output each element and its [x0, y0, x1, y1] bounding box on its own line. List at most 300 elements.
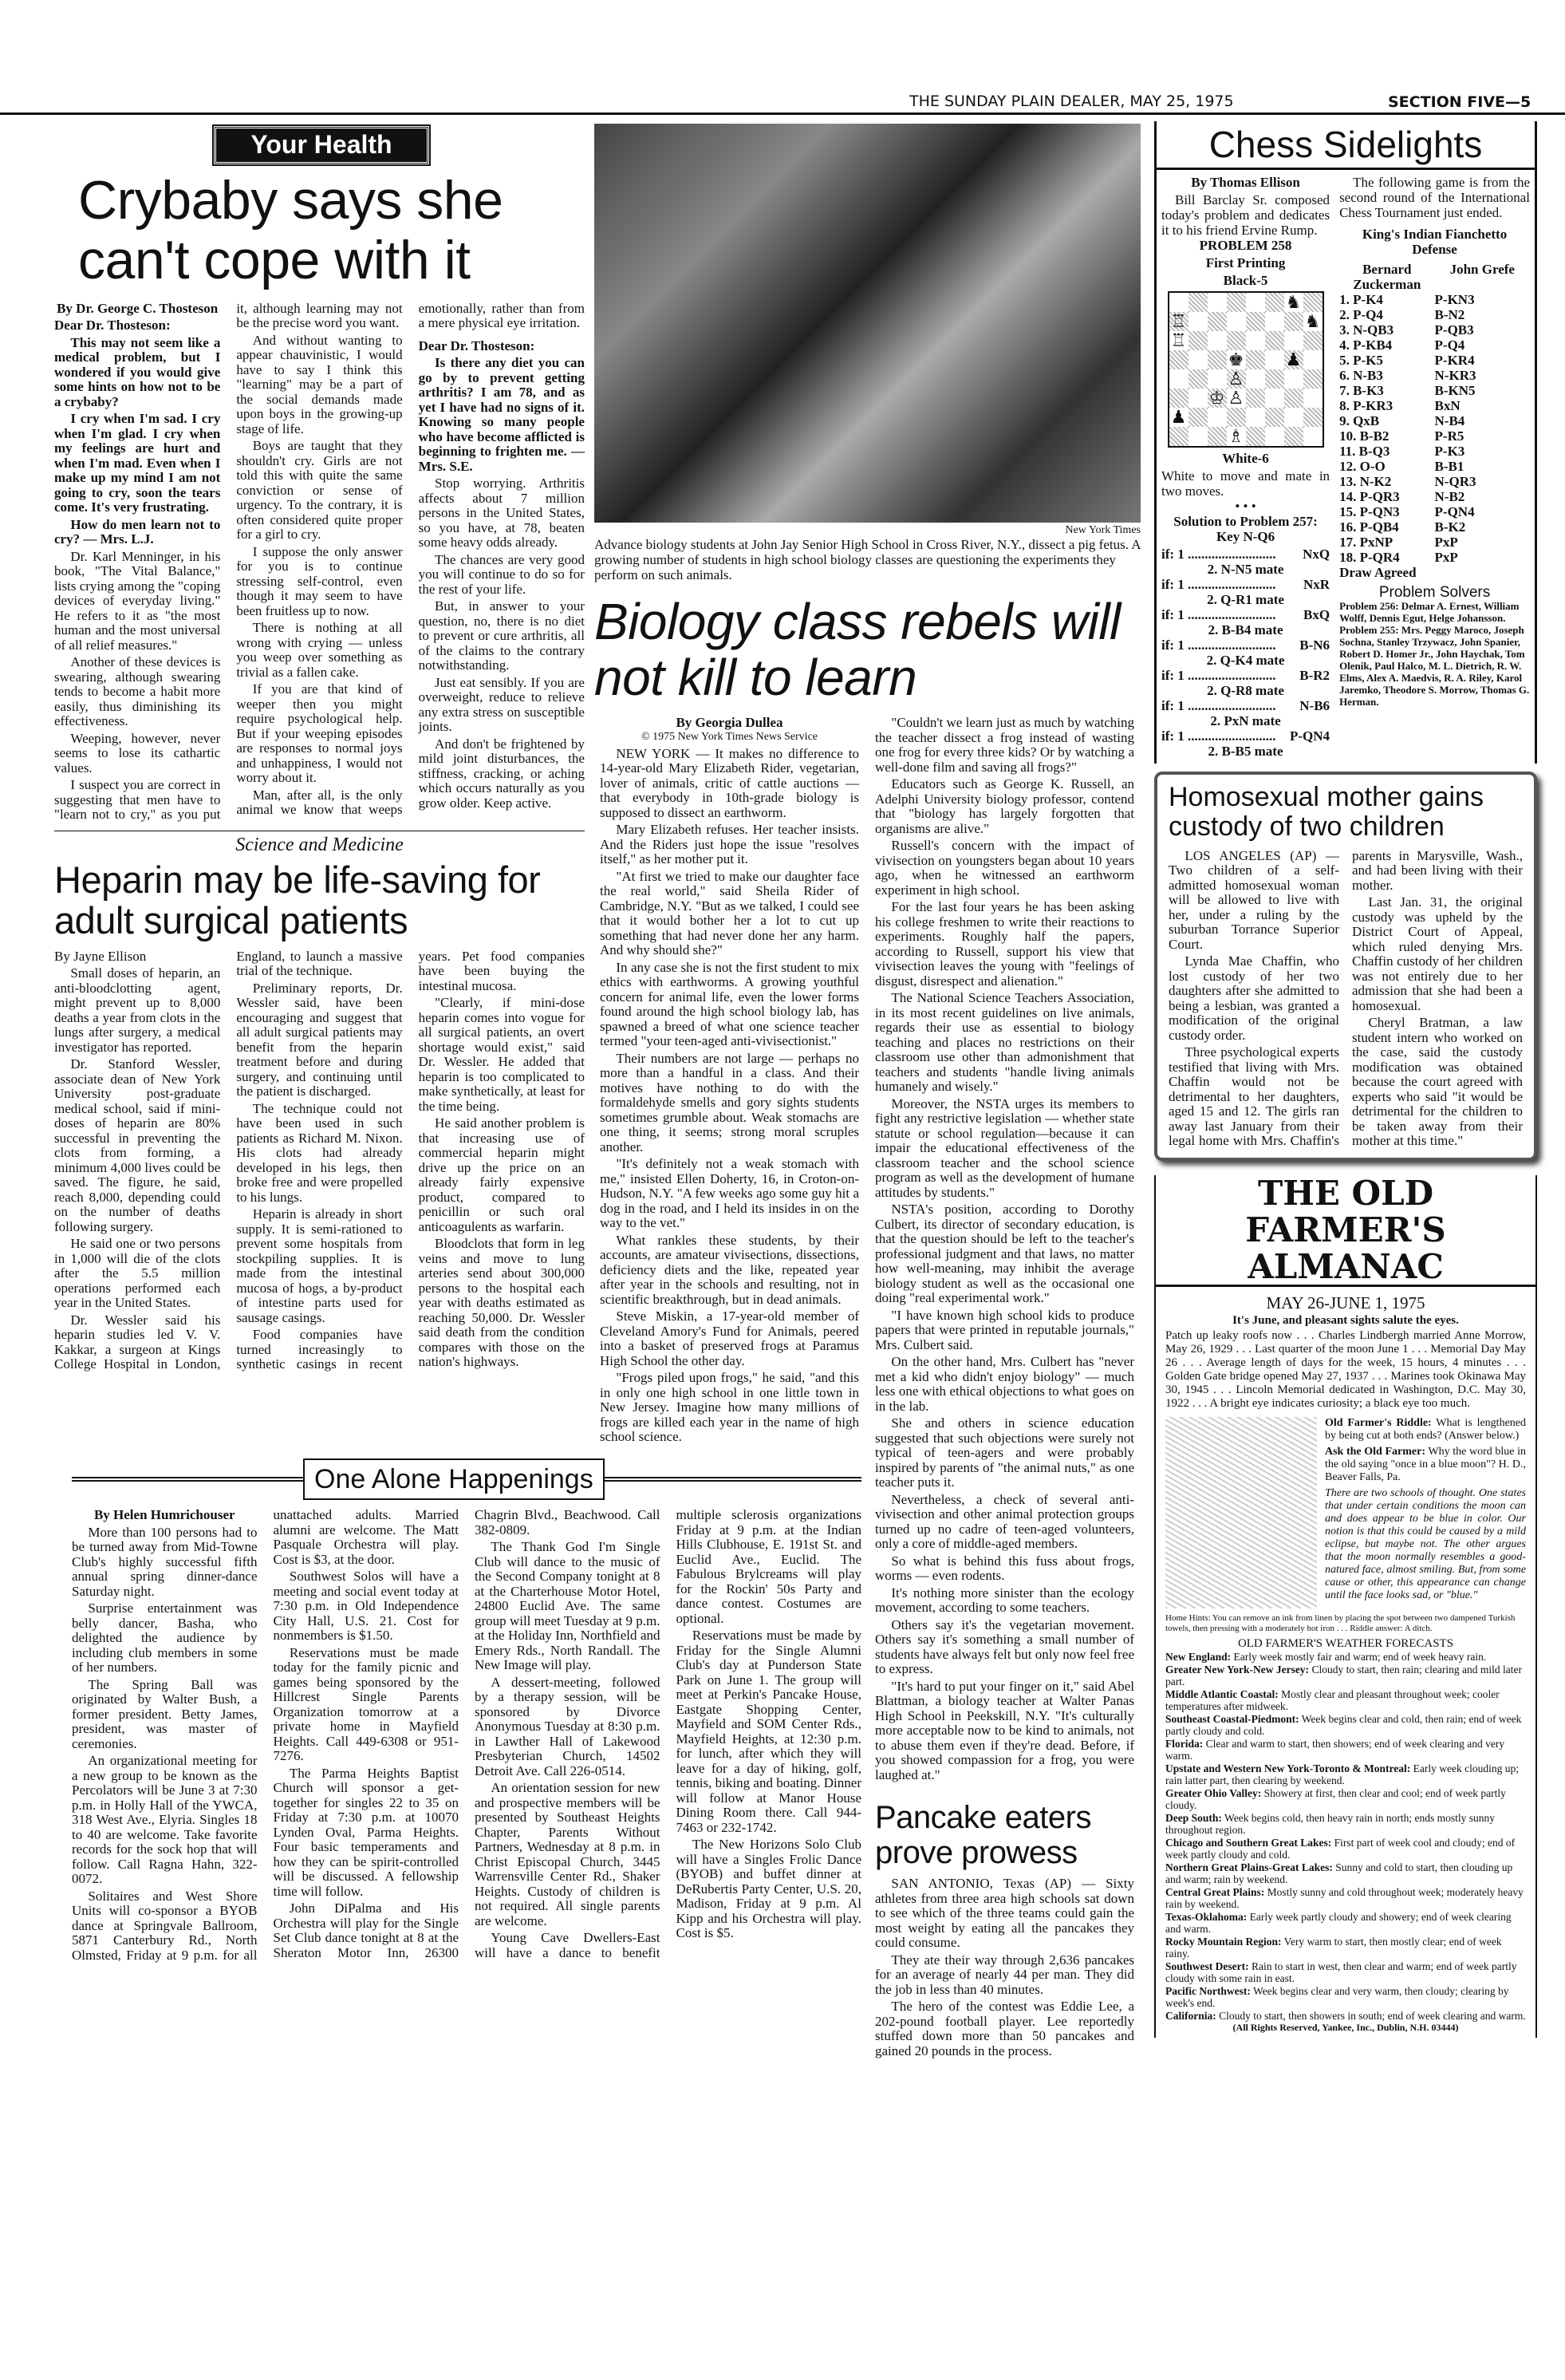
paragraph: I suspect you are correct in suggesting that men have to "learn not to cry," as you put it, although learning may not be the precise word you want.: [54, 300, 403, 823]
paragraph: Educators such as George K. Russell, an Adelphi University biology professor, contend that "biology has largely forgotten that organisms are alive.": [875, 776, 1134, 836]
paragraph: So what is behind this fuss about frogs, worms — even rodents.: [875, 1553, 1134, 1583]
paragraph: Heparin is already in short supply. It is semi-rationed to prevent some hospitals from stockpiling supplies. It is made from the intestinal mucosa of hogs, a by-product of intestine parts used for sausage casings.: [236, 1206, 403, 1325]
paragraph: "Couldn't we learn just as much by watching the teacher dissect a frog instead of wasting one frog for every three kids? Or by watching a well-done film and saving all frogs?": [875, 715, 1134, 775]
solution-line: [1161, 592, 1330, 607]
chess-square: [1208, 427, 1227, 446]
chess-square: [1208, 350, 1227, 369]
chess-byline: By Thomas Ellison: [1191, 175, 1300, 190]
forecast-region: Upstate and Western New York-Toronto & Montreal:: [1165, 1762, 1411, 1774]
forecast-text: Showery at first, then clear and cool; end of week partly cloudy.: [1165, 1786, 1506, 1812]
paragraph: Others say it's the vegetarian movement. Others say it's something a small number of students have always felt but only now feel free to express.: [875, 1616, 1134, 1676]
forecast-region: Texas-Oklahoma:: [1165, 1910, 1248, 1923]
move: 12. O-O: [1339, 459, 1386, 474]
paragraph: An orientation session for new and prospective members will be presented by Southeast Heights Chapter, Parents Without Partners, Wednesday at 8 p.m. in Christ Episcopal Church, 3445 Warrensville Center Rd., Shaker Heights. Custody of children is not required. All single parents are welcome.: [475, 1780, 660, 1928]
chess-square: [1284, 427, 1303, 446]
chess-piece-square: ♖: [1169, 312, 1189, 331]
paragraph: "At first we tried to make our daughter face the real world," said Sheila Rider of Cambridge, N.Y. "But as we talked, I could see that it would bother her a lot to cut up something that had never done her any harm. And why should she?": [600, 868, 859, 957]
pancake-article: [875, 1877, 1134, 2058]
move: 5. P-K5: [1339, 353, 1383, 368]
chess-square: [1189, 427, 1208, 446]
paragraph: And without wanting to appear chauvinistic, I would have to say I think this "learning" may be a part of the social demands made upon boys in the growing-up stage of life.: [236, 332, 403, 436]
paragraph: The hero of the contest was Eddie Lee, a 202-pound football player. Lee reportedly stuffed down more than 50 pancakes and gained 20 pounds in the process.: [875, 1999, 1134, 2058]
paragraph: Reservations must be made today for the family picnic and games being sponsored by the Hillcrest Single Parents Organization tomorrow at a private home in Mayfield Heights. Call 449-6308 or 951-7276.: [273, 1644, 459, 1763]
forecast-text: Week begins clear and cold, then rain; end of week partly cloudy and cold.: [1165, 1712, 1522, 1738]
left-stack: [54, 126, 585, 1372]
forecast-text: Early week partly cloudy and showery; end of week clearing and warm.: [1165, 1910, 1512, 1936]
chess-task: White to move and mate in two moves.: [1161, 468, 1330, 499]
chess-square: [1227, 408, 1246, 427]
paragraph: Southwest Solos will have a meeting and social event today at 7:30 p.m. in Old Independence City Hall, U.S. 21. Cost for nonmembers is $1.50.: [273, 1569, 459, 1643]
forecast-item: [1165, 1960, 1526, 1985]
move: 2. P-Q4: [1339, 307, 1383, 322]
chess-piece-square: ♗: [1228, 426, 1244, 446]
game-intro: The following game is from the second round of the International Chess Tournament just ended.: [1339, 175, 1530, 220]
paragraph: He said another problem is that increasing use of commercial heparin might drive up the price on an already fairly expensive product, compared to penicillin or such oral anticoagulents as warfarin.: [418, 1115, 585, 1234]
solution-part: if: 1 ..........................: [1161, 637, 1276, 653]
paragraph: John DiPalma and His Orchestra will play for the Single Set Club dance tonight at 8 at the Sheraton Motor Inn, 26300 Chagrin Blvd., Beachwood. Call 382-0809.: [273, 1507, 660, 1960]
chess-square: [1169, 369, 1189, 389]
paragraph: SAN ANTONIO, Texas (AP) — Sixty athletes from three area high schools sat down to see which of the three teams could gain the most weight by eating all the pancakes they could consume.: [875, 1876, 1134, 1950]
forecast-item: [1165, 1762, 1526, 1787]
singles-header-rule: [72, 1455, 861, 1502]
solution-line: [1161, 653, 1330, 668]
game-result: Draw Agreed: [1339, 565, 1417, 580]
solution-line: [1161, 637, 1330, 653]
move: P-QB3: [1434, 322, 1474, 337]
forecast-text: Early week mostly fair and warm; end of week heavy rain.: [1233, 1651, 1487, 1664]
black-count: Black-5: [1223, 273, 1268, 288]
riddle-label: Old Farmer's Riddle:: [1325, 1417, 1432, 1430]
solution-part: B-R2: [1299, 668, 1330, 683]
almanac-column: [1154, 1175, 1537, 2038]
chess-square: [1303, 331, 1323, 350]
forecast-text: Cloudy to start, then showers in south; end of week clearing and warm.: [1219, 2009, 1526, 2022]
solution-line: [1161, 562, 1330, 577]
chess-square: [1169, 389, 1189, 408]
move: PxP: [1434, 550, 1458, 565]
forecast-text: Rain to start in west, then clear and warm; end of week partly cloudy with some rain in east.: [1165, 1960, 1517, 1985]
move: 16. P-QB4: [1339, 519, 1399, 535]
paragraph: Solitaires and West Shore Units will co-sponsor a BYOB dance at Springvale Ballroom, 5871 Canterbury Rd., North Olmsted, Friday at 9 p.m. for all unattached adults. Married alumni are welcome. The Matt Pasquale Orchestra will play. Cost is $3, at the door.: [72, 1507, 459, 1963]
move: B-N2: [1434, 307, 1465, 322]
forecast-region: New England:: [1165, 1651, 1232, 1664]
health-article: [54, 302, 585, 823]
chess-piece-square: ♖: [1170, 330, 1187, 350]
move: N-KR3: [1434, 368, 1476, 383]
chess-square: [1189, 331, 1208, 350]
singles-section: [72, 1455, 861, 1963]
solution-part: 2. Q-K4 mate: [1206, 653, 1285, 668]
custody-story-box: [1154, 772, 1537, 1161]
solution-part: if: 1 ..........................: [1161, 728, 1276, 744]
ask-label: Ask the Old Farmer:: [1325, 1446, 1425, 1458]
solution-line: [1161, 744, 1330, 759]
paragraph: Is there any diet you can go by to prevent getting arthritis? I am 78, and as yet I have had no signs of it. Knowing so many people who have become afflicted is beginning to frighten me. — Mrs. S.E.: [418, 355, 585, 474]
player-white: Bernard Zuckerman: [1353, 262, 1421, 292]
paragraph: Dr. Stanford Wessler, associate dean of New York University post-graduate medical school, said if mini-doses of heparin are 80% successful in preventing the clots from forming, a minimum 4,000 lives could be saved. The figure, he said, reach 8,000, depending could on the number of deaths following surgery.: [54, 1056, 221, 1234]
forecast-item: [1165, 1664, 1526, 1688]
forecast-text: Clear and warm to start, then showers; end of week clearing and very warm.: [1165, 1737, 1505, 1762]
chess-square: [1246, 293, 1265, 312]
opening-name: King's Indian Fianchetto Defense: [1362, 227, 1508, 257]
chess-piece-square: ♙: [1228, 388, 1244, 408]
forecast-item: [1165, 2010, 1526, 2023]
chess-square: [1303, 389, 1323, 408]
chess-intro: Bill Barclay Sr. composed today's problem and dedicates it to his friend Ervine Rump.: [1161, 192, 1330, 238]
chess-square: [1227, 293, 1246, 312]
paragraph: The Parma Heights Baptist Church will sponsor a get-together for singles 22 to 35 on Friday at 7:30 p.m. at 10070 Lynden Oval, Parma Heights. Four basic temperaments and how they can be spirit-controlled will be discussed. A fellowship time will follow.: [273, 1765, 459, 1899]
paragraph: Man, after all, is the only animal we know that weeps emotionally, rather than from a mere physical eye irritation.: [236, 300, 585, 818]
paragraph: Food companies have turned increasingly to synthetic casings in recent years. Pet food companies have been buying the intestinal mucosa.: [236, 948, 585, 1372]
separator: • • •: [1235, 499, 1256, 514]
solution-part: B-N6: [1299, 637, 1330, 653]
paragraph: I cry when I'm sad. I cry when I'm glad. I cry when my feelings are hurt and when I'm mad. Even when I make up my mind I am not going to cry, soon the tears come. It's very frustrating.: [54, 411, 221, 515]
move: B-KN5: [1434, 383, 1476, 398]
solution-part: 2. Q-R1 mate: [1207, 592, 1284, 607]
move: 3. N-QB3: [1339, 322, 1394, 337]
section-label-science: Science and Medicine: [54, 831, 585, 856]
almanac-illustration-ladder: [1165, 1417, 1317, 1608]
forecast-region: Greater New York-New Jersey:: [1165, 1663, 1310, 1675]
chess-square: [1284, 408, 1303, 427]
chess-piece-square: ♟: [1170, 407, 1187, 427]
paragraph: Steve Miskin, a 17-year-old member of Cleveland Amory's Fund for Animals, peered into a basket of preserved frogs at Paramus High School the other day.: [600, 1308, 859, 1368]
forecast-item: [1165, 1985, 1526, 2010]
forecast-region: Northern Great Plains-Great Lakes:: [1165, 1861, 1333, 1873]
chess-square: [1303, 408, 1323, 427]
forecast-region: Pacific Northwest:: [1165, 1984, 1251, 1997]
forecast-text: Week begins cold, then heavy rain in north; ends mostly sunny throughout region.: [1165, 1811, 1496, 1837]
paragraph: I suppose the only answer for you is to continue stressing self-control, even though it may seem to have been fruitless up to now.: [236, 543, 403, 618]
chess-square: [1208, 408, 1227, 427]
photo-block: [594, 124, 1141, 706]
chess-piece-square: ♞: [1285, 292, 1302, 312]
paragraph: Stop worrying. Arthritis affects about 7 million persons in the United States, so you have, at 78, beaten some heavy odds already.: [418, 476, 585, 551]
move: 6. N-B3: [1339, 368, 1383, 383]
chess-square: [1246, 312, 1265, 331]
forecast-item: [1165, 1651, 1526, 1664]
singles-article: [72, 1508, 861, 1963]
solution-part: NxQ: [1303, 547, 1330, 562]
solution-part: if: 1 ..........................: [1161, 547, 1276, 562]
move: P-KR4: [1434, 353, 1475, 368]
almanac-rights: (All Rights Reserved, Yankee, Inc., Dublin, N.H. 03444): [1232, 2022, 1459, 2034]
solution-part: NxR: [1303, 577, 1330, 592]
paragraph: NSTA's position, according to Dorothy Culbert, its director of secondary education, is that the question should be left to the teacher's professional judgment and that laws, no matter how well-meaning, may inhibit the average biology student as well as the occasional one doing "real experimental work.": [875, 1202, 1134, 1305]
chess-piece-square: ♞: [1304, 311, 1321, 331]
your-health-logo: Your Health: [214, 126, 429, 164]
solution-part: N-B6: [1299, 698, 1330, 713]
paragraph: "Frogs piled upon frogs," he said, "and this in only one high school in one little town in New Jersey. Imagine how many millions of frogs are killed each year in the name of high school science.: [600, 1370, 859, 1444]
home-hints: Home Hints: You can remove an ink from linen by placing the spot between two dampened Turkish towels, then pressing with a moderately hot iron . . . Riddle answer: A ditch.: [1165, 1613, 1516, 1634]
biology-headline: Biology class rebels will not kill to learn: [594, 593, 1121, 707]
paragraph: Another of these devices is swearing, although swearing tends to become a habit more easily, thus diminishing its effectiveness.: [54, 654, 221, 729]
move: 13. N-K2: [1339, 474, 1392, 489]
heparin-headline: Heparin may be life-saving for adult surgical patients: [54, 858, 541, 942]
solution-part: BxQ: [1303, 607, 1330, 622]
chess-square: [1246, 350, 1265, 369]
almanac-tagline: It's June, and pleasant sights salute the eyes.: [1232, 1314, 1459, 1328]
paragraph: Three psychological experts testified that living with Mrs. Chaffin would not be detrimental to her daughters, aged 15 and 12. The girls ran away last January from their legal home with Mrs. Chaffin's parents in Marysville, Wash., and had been living with their mother.: [1169, 847, 1523, 1149]
paragraph: How do men learn not to cry? — Mrs. L.J.: [54, 516, 221, 547]
forecast-region: Southeast Coastal-Piedmont:: [1165, 1712, 1299, 1725]
problem-printing: First Printing: [1205, 255, 1286, 270]
paragraph: LOS ANGELES (AP) — Two children of a self-admitted homosexual woman will be allowed to live with her, under a ruling by the suburban Torrance Superior Court.: [1169, 847, 1339, 952]
paragraph: Weeping, however, never seems to lose its cathartic values.: [54, 730, 221, 776]
photo-credit: New York Times: [1065, 524, 1141, 536]
chess-square: [1265, 331, 1284, 350]
chess-square: [1246, 408, 1265, 427]
forecast-text: Very warm to start, then mostly clear; end of week rainy.: [1165, 1935, 1502, 1960]
forecast-text: Cloudy to start, then rain; clearing and mild later part.: [1165, 1663, 1522, 1688]
chess-square: [1303, 293, 1323, 312]
solution-part: 2. N-N5 mate: [1207, 562, 1284, 577]
chess-square: [1227, 331, 1246, 350]
move: 11. B-Q3: [1339, 444, 1390, 459]
chess-square: [1169, 293, 1189, 312]
forecast-item: [1165, 1936, 1526, 1960]
paragraph: "It's hard to put your finger on it," said Abel Blattman, a biology teacher at Walter Panas High School in Peekskill, N.Y. "It's culturally more acceptable now to be kind to animals, not to abuse them even if they're dead. Before, if you showed compassion for a frog, you were laughed at.": [875, 1678, 1134, 1782]
paragraph: "I have known high school kids to produce papers that were printed in reputable journals," Mrs. Culbert said.: [875, 1307, 1134, 1352]
forecast-item: [1165, 1713, 1526, 1738]
health-byline: By Dr. George C. Thosteson: [57, 300, 219, 316]
forecast-region: Greater Ohio Valley:: [1165, 1786, 1262, 1799]
paragraph: More than 100 persons had to be turned away from Mid-Towne Club's highly successful fifth annual spring dinner-dance Saturday night.: [72, 1524, 258, 1599]
chess-piece-square: ♟: [1284, 350, 1303, 369]
paragraph: Dr. Wessler said his heparin studies led V. V. Kakkar, a surgeon at Kings College Hospital in London, England, to launch a massive trial of the technique.: [54, 948, 403, 1372]
paragraph: This may not seem like a medical problem, but I wondered if you would give some hints on how not to be a crybaby?: [54, 334, 221, 409]
forecast-item: [1165, 1861, 1526, 1886]
paragraph: The National Science Teachers Association, in its most recent guidelines on live animals, regards their use as essential to biology teaching and places no restrictions on their classroom use other than admonishment that teachers and students "handle living animals humanely and wisely.": [875, 990, 1134, 1094]
solution-line: [1161, 728, 1330, 744]
paragraph: Dear Dr. Thosteson:: [54, 318, 171, 334]
forecast-text: Week begins clear and very warm, then cloudy; clearing by week's end.: [1165, 1984, 1509, 2010]
paragraph: What rankles these students, by their accounts, are amateur vivisections, dissections, deficiency diets and the like, repeated year after year in the schools and resulting, not in scientific breakthrough, but in dead animals.: [600, 1232, 859, 1307]
heparin-article: [54, 949, 585, 1372]
forecast-region: Chicago and Southern Great Lakes:: [1165, 1836, 1332, 1849]
chess-square: [1265, 408, 1284, 427]
chess-square: [1303, 369, 1323, 389]
chess-column: [1154, 121, 1537, 764]
forecast-region: Central Great Plains:: [1165, 1885, 1265, 1898]
move: N-B4: [1434, 413, 1465, 428]
forecast-item: [1165, 1787, 1526, 1812]
pancake-headline: Pancake eaters prove prowess: [875, 1800, 1091, 1870]
forecast-item: [1165, 1886, 1526, 1911]
move: P-QN4: [1434, 504, 1475, 519]
move: N-QR3: [1434, 474, 1476, 489]
move: P-R5: [1434, 428, 1464, 444]
chess-square: [1169, 427, 1189, 446]
chess-square: [1265, 350, 1284, 369]
paragraph: He said one or two persons in 1,000 will die of the clots after the 5.5 million operations performed each year in the United States.: [54, 1236, 221, 1311]
paragraph: And don't be frightened by mild joint disturbances, the stiffness, cracking, or aching which occurs naturally as you grow older. Keep active.: [418, 736, 585, 811]
paragraph: Young Cave Dwellers-East will have a dance to benefit multiple sclerosis organizations Friday at 9 p.m. at the Indian Hills Clubhouse, E. 191st St. and Euclid Ave., Euclid. The Fabulous Brylcreams will play for the Rockin' 50s Party and dance contest. Costumes are optional.: [475, 1507, 861, 1960]
solution-part: 2. Q-R8 mate: [1207, 683, 1284, 698]
forecast-region: Florida:: [1165, 1737, 1204, 1750]
paragraph: But, in answer to your question, no, there is no diet to prevent or cure arthritis, all of the claims to the contrary notwithstanding.: [418, 598, 585, 673]
forecast-item: [1165, 1738, 1526, 1762]
move: N-B2: [1434, 489, 1465, 504]
paragraph: Lynda Mae Chaffin, who lost custody of her two daughters after she admitted to being a lesbian, was granted a modification of the original custody order.: [1169, 953, 1339, 1043]
paragraph: Surprise entertainment was belly dancer, Basha, who delighted the audience by including club members in some of her numbers.: [72, 1600, 258, 1675]
paragraph: In any case she is not the first student to mix ethics with earthworms. A growing youthful concern for animal life, even the lower forms found around the high school biology lab, has spawned a breed of what one science teacher termed "your teen-aged anti-vivisectionist.": [600, 959, 859, 1048]
chess-square: [1169, 350, 1189, 369]
solvers-list: Problem 256: Delmar A. Ernest, William Wolff, Dennis Egut, Helge Johansson. Problem 255: Mrs. Peggy Maroco, Joseph Sochna, Stanley Trzywacz, John Spanier, Robert D. Homer Jr., John Haychak, Tom Olenik, Paul Halco, M. L. Dietrich, R. W. Elms, Alex A. Maedvis, R. A. Riley, Karol Jaremko, Theodore S. Morrow, Thomas G. Herman.: [1339, 600, 1530, 708]
chess-square: [1265, 312, 1284, 331]
chess-square: [1246, 427, 1265, 446]
forecast-text: Sunny and cold to start, then clouding up and warm; rain by weekend.: [1165, 1861, 1513, 1886]
paragraph: The Spring Ball was originated by Walter Bush, a former president. Betty James, president, was master of ceremonies.: [72, 1676, 258, 1751]
paragraph: There is nothing at all wrong with crying — unless you weep over something as trivial as a fallen cake.: [236, 620, 403, 680]
paragraph: Reservations must be made by Friday for the Single Alumni Club's day at Punderson State Park on June 1. The group will meet at Perkin's Pancake House, Eastgate Shopping Center, Mayfield and SOM Center Rds., Mayfield Heights, at 12:30 p.m. for lunch, after which they will leave for a day of hiking, golf, tennis, biking and boating. Dinner will follow at Manor House Dining Room there. Call 944-7463 or 232-1742.: [676, 1628, 861, 1835]
photo-caption: Advance biology students at John Jay Senior High School in Cross River, N.Y., dissect a pig fetus. A growing number of students in high school biology classes are questioning the experiments they perform on such animals.: [594, 537, 1141, 582]
forecast-region: California:: [1165, 2009, 1216, 2022]
chess-square: [1208, 312, 1227, 331]
solution-part: if: 1 ..........................: [1161, 577, 1276, 592]
chess-square: [1208, 293, 1227, 312]
solution-part: if: 1 ..........................: [1161, 668, 1276, 683]
paragraph: Preliminary reports, Dr. Wessler said, have been encouraging and suggest that all adult surgical patients may benefit from the heparin treatment before and during surgery, and continuing until the patient is discharged.: [236, 980, 403, 1099]
chess-square: [1265, 389, 1284, 408]
solution-part: 2. B-B5 mate: [1208, 744, 1283, 759]
ask-answer: There are two schools of thought. One states that under certain conditions the moon can and does appear to be blue in color. Our notion is that this could be caused by a mild eclipse, but maybe not. The other argues that the moon normally resembles a good-natured face, almost smiling. But, from some cause or other, this appearance can change until the face looks sad, or "blue.": [1325, 1487, 1526, 1602]
paragraph: Moreover, the NSTA urges its members to fight any restrictive legislation — whether state statute or school regulation—because it can impair the educational effectiveness of the classroom teacher and the school science program as well as the development of humane attitudes by students.": [875, 1095, 1134, 1200]
chess-square: [1208, 331, 1227, 350]
paragraph: The New Horizons Solo Club will have a Singles Frolic Dance (BYOB) and buffet dinner at DeRubertis Party Center, U.S. 20, Madison, Friday at 9 p.m. Al Kipp and his Orchestra will play. Cost is $5.: [676, 1837, 861, 1940]
forecast-item: [1165, 1812, 1526, 1837]
paragraph: Russell's concern with the impact of vivisection on youngsters began about 10 years ago, when he witnessed an earthworm experiment in high school.: [875, 838, 1134, 898]
news-photo-students-dissecting: [594, 124, 1141, 523]
paragraph: The technique could not have been used in such patients as Richard M. Nixon. His clots had already developed in his legs, then broke free and were propelled to his lungs.: [236, 1100, 403, 1205]
forecast-item: [1165, 1688, 1526, 1713]
section-label: SECTION FIVE—5: [1388, 93, 1531, 111]
paragraph: Small doses of heparin, an anti-bloodclotting agent, might prevent up to 8,000 deaths a year from clots in the lungs after surgery, a medical investigator has reported.: [54, 965, 221, 1055]
solution-part: P-QN4: [1290, 728, 1330, 744]
forecast-region: Deep South:: [1165, 1811, 1222, 1824]
paragraph: Last Jan. 31, the original custody was upheld by the District Court of Appeal, which ruled denying Mrs. Chaffin custody of her children was not entirely due to her admission that she had been a homosexual.: [1352, 894, 1523, 1013]
paragraph: Their numbers are not large — perhaps no more than a handful in a class. And their motives have nothing to do with the formaldehyde smells and gory sights students sometimes grumble about. Weak stomachs are one thing, it seems; strong moral scruples another.: [600, 1050, 859, 1154]
chess-square: [1303, 427, 1323, 446]
solution-line: [1161, 547, 1330, 562]
chess-square: [1246, 389, 1265, 408]
chess-square: [1284, 312, 1303, 331]
player-black: John Grefe: [1449, 262, 1515, 277]
move: 10. B-B2: [1339, 428, 1390, 444]
paragraph: NEW YORK — It makes no difference to 14-year-old Mary Elizabeth Rider, vegetarian, lover of animals, critic of cattle auctions — that everybody in 10th-grade biology is supposed to dissect an earthworm.: [600, 745, 859, 820]
chess-square: [1189, 312, 1208, 331]
chess-square: [1284, 389, 1303, 408]
forecast-text: Early week clouding up; rain latter part, then clearing by weekend.: [1165, 1762, 1519, 1787]
paragraph: On the other hand, Mrs. Culbert has "never met a kid who didn't enjoy biology" — much less one with ethical objections to what goes on in the lab.: [875, 1354, 1134, 1414]
chess-square: [1189, 389, 1208, 408]
move: B-K2: [1434, 519, 1466, 535]
move: 14. P-QR3: [1339, 489, 1400, 504]
custody-headline: Homosexual mother gains custody of two children: [1169, 782, 1484, 843]
move: 18. P-QR4: [1339, 550, 1400, 565]
chess-square: [1189, 350, 1208, 369]
solution-part: if: 1 ..........................: [1161, 607, 1276, 622]
riddle-text: What is lengthened by being cut at both ends? (Answer below.): [1325, 1417, 1526, 1443]
move: 9. QxB: [1339, 413, 1380, 428]
chess-square: [1265, 369, 1284, 389]
forecast-item: [1165, 1911, 1526, 1936]
paragraph: She and others in science education suggested that such objections were surely not typical of teen-agers and were probably inspired by parents of "the animal nuts," as one teacher puts it.: [875, 1415, 1134, 1490]
chess-piece-square: ♚: [1228, 349, 1244, 369]
paper-dateline: THE SUNDAY PLAIN DEALER, MAY 25, 1975: [909, 93, 1234, 110]
paragraph: The Thank God I'm Single Club will dance to the music of the Second Company tonight at 8 at the Charterhouse Motor Hotel, 24800 Euclid Ave. The same group will meet Tuesday at 9 p.m. at the Holiday Inn, Northfield and Emery Rds., North Randall. The New Image will play.: [475, 1539, 660, 1672]
biology-article-col2: [875, 716, 1134, 2061]
paragraph: A dessert-meeting, followed by a therapy session, will be sponsored by Divorce Anonymous Tuesday at 8:30 p.m. in Lawther Hall of Lakewood Presbyterian Church, 14502 Detroit Ave. Call 226-0514.: [475, 1674, 660, 1778]
move: 17. PxNP: [1339, 535, 1394, 550]
paragraph: "Clearly, if mini-dose heparin comes into vogue for all surgical patients, an overt shortage would exist," said Dr. Wessler. He added that heparin is too complicated to make synthetically, at least for the time being.: [418, 995, 585, 1114]
solution-line: [1161, 698, 1330, 713]
move: BxN: [1434, 398, 1461, 413]
forecast-item: [1165, 1837, 1526, 1861]
biology-byline-block: [600, 716, 859, 744]
forecast-region: Southwest Desert:: [1165, 1960, 1249, 1972]
paragraph: The chances are very good you will continue to do so for the rest of your life.: [418, 551, 585, 597]
chess-square: [1303, 350, 1323, 369]
move: P-K3: [1434, 444, 1465, 459]
chess-piece-square: ♔: [1208, 389, 1227, 408]
game-moves: [1339, 292, 1530, 565]
biology-byline: By Georgia Dullea: [676, 715, 783, 730]
solution-title: Solution to Problem 257: Key N-Q6: [1173, 514, 1318, 544]
paragraph: Dr. Karl Menninger, in his book, "The Vital Balance," lists crying among the "coping devices of everyday living." He refers to it as "the most human and the most universal of all relief measures.": [54, 548, 221, 653]
forecast-text: Mostly clear and pleasant throughout week; cooler temperatures after midweek.: [1165, 1687, 1500, 1713]
almanac-logo: THE OLD FARMER'S ALMANAC: [1156, 1175, 1535, 1287]
chess-square: [1189, 408, 1208, 427]
move: 4. P-KB4: [1339, 337, 1393, 353]
paragraph: Mary Elizabeth refuses. Her teacher insists. And the Riders just hope the issue "resolves itself," as her mother put it.: [600, 822, 859, 866]
chess-square: [1246, 331, 1265, 350]
white-count: White-6: [1222, 451, 1269, 466]
right-stack: [1154, 121, 1537, 2038]
forecast-text: First part of week cool and cloudy; end of week partly cloudy and cold.: [1165, 1836, 1516, 1861]
heparin-byline: By Jayne Ellison: [54, 948, 147, 964]
forecast-region: Rocky Mountain Region:: [1165, 1935, 1282, 1948]
news-service: © 1975 New York Times News Service: [641, 730, 818, 743]
problem-number: PROBLEM 258: [1199, 238, 1292, 253]
singles-title: One Alone Happenings: [303, 1458, 605, 1500]
chess-square: [1246, 369, 1265, 389]
chess-square: [1265, 427, 1284, 446]
paragraph: An organizational meeting for a new group to be known as the Percolators will be June 3 at 7:30 p.m. in Holly Hall of the YWCA, 318 West Ave., Elyria. Singles 18 to 40 are welcome. Take favorite records for the sock hop that will follow. Call Ragna Hahn, 322-0072.: [72, 1753, 258, 1886]
singles-byline: By Helen Humrichouser: [93, 1507, 235, 1522]
solution-line: [1161, 713, 1330, 728]
solution-line: [1161, 577, 1330, 592]
paragraph: It's nothing more sinister than the ecology movement, according to some teachers.: [875, 1585, 1134, 1615]
paragraph: Nevertheless, a check of several anti-vivisection and other animal protection groups turned up no cadre of teen-aged volunteers, only a core of middle-aged members.: [875, 1491, 1134, 1551]
forecast-text: Mostly sunny and cold throughout week; moderately heavy rain by weekend.: [1165, 1885, 1524, 1911]
solution-part: if: 1 ..........................: [1161, 698, 1276, 713]
solution-part: 2. PxN mate: [1210, 713, 1281, 728]
solution-part: 2. B-B4 mate: [1208, 622, 1283, 637]
paragraph: Cheryl Bratman, a law student intern who worked on the case, said the custody modification was obtained because the court agreed with experts who said "it would be detrimental for the children to be taken away from their mother at this time.": [1352, 1015, 1523, 1149]
solution-line: [1161, 607, 1330, 622]
move: P-KN3: [1434, 292, 1475, 307]
move: P-Q4: [1434, 337, 1465, 353]
almanac-notes: Patch up leaky roofs now . . . Charles Lindbergh married Anne Morrow, May 26, 1929 . . . Last quarter of the moon June 1 . . . Memorial Day May 26 . . . Average length of days for the week, 15 hours, 4 minutes . . . Golden Gate bridge opened May 27, 1937 . . . Marines took Okinawa May 30, 1945 . . . Lincoln Memorial dedicated in Washington, D.C. May 30, 1922 . . . A bright eye indicates curiosity; a black eye too much.: [1165, 1329, 1526, 1411]
paragraph: Just eat sensibly. If you are overweight, reduce to relieve any extra stress on susceptible joints.: [418, 674, 585, 735]
paragraph: Boys are taught that they shouldn't cry. Girls are not told this with quite the same conviction or sense of urgency. To the contrary, it is often considered quite proper for a girl to cry.: [236, 438, 403, 543]
move: B-B1: [1434, 459, 1464, 474]
forecast-title: OLD FARMER'S WEATHER FORECASTS: [1237, 1637, 1454, 1651]
paragraph: If you are that kind of weeper then you might require psychological help. But if your weeping episodes are responses to normal joys and unhappiness, I would not worry about it.: [236, 681, 403, 786]
chess-square: [1265, 293, 1284, 312]
paragraph: "It's definitely not a weak stomach with me," insisted Ellen Doherty, 16, in Croton-on-Hudson, N.Y. "A few weeks ago some guy hit a dog in the road, and I held its insides in on the way to the vet.": [600, 1156, 859, 1230]
